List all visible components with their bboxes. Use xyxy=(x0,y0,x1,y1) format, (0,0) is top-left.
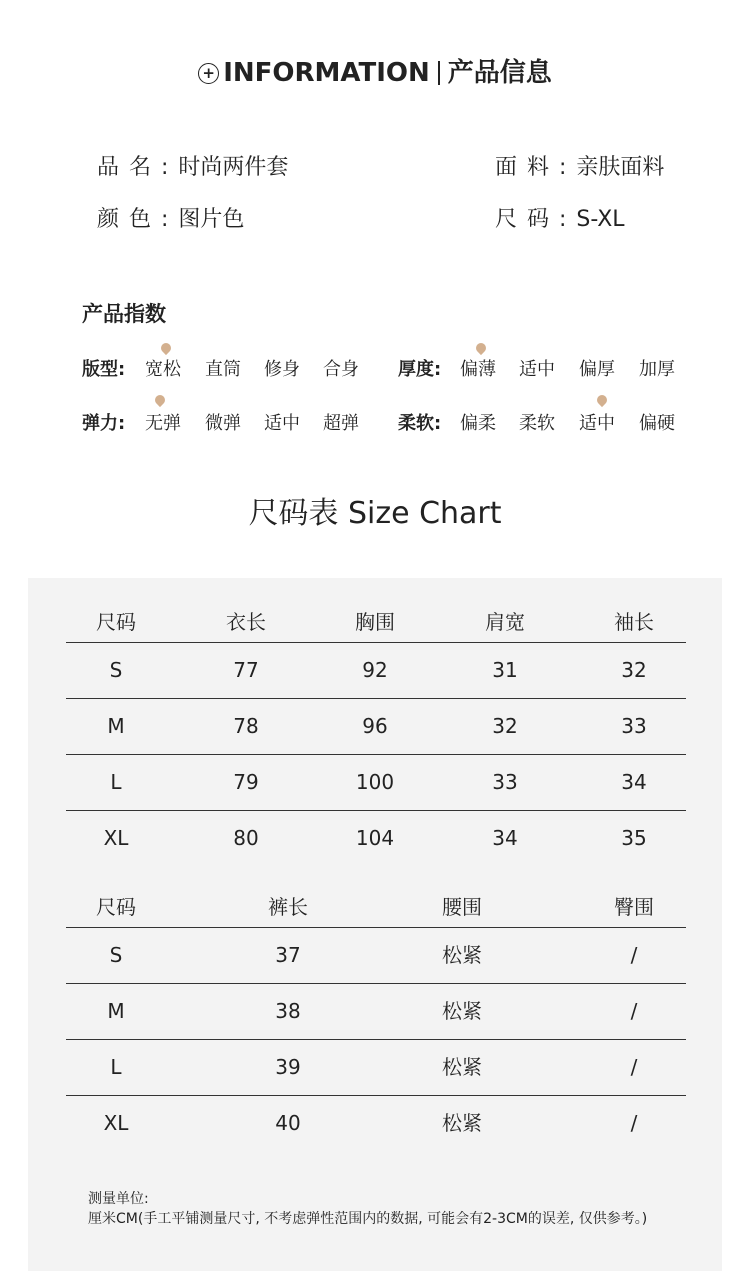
table-row xyxy=(66,699,686,755)
header-divider xyxy=(438,61,440,85)
table-header-cell: 肩宽 xyxy=(485,610,525,634)
index-option: 偏柔 xyxy=(460,413,496,434)
table-cell: 104 xyxy=(355,826,395,850)
plus-circle-icon: + xyxy=(198,63,219,84)
index-elasticity-label: 弹力: xyxy=(82,413,126,434)
table-cell: 31 xyxy=(492,658,518,682)
info-size-label: 尺码: xyxy=(495,207,577,232)
info-fabric-label: 面料: xyxy=(495,155,577,180)
table-header-cell: 臀围 xyxy=(614,895,654,919)
table-cell: 34 xyxy=(492,826,518,850)
index-option: 适中 xyxy=(579,413,615,434)
info-fabric-value: 亲肤面料 xyxy=(576,155,665,180)
table-cell: 79 xyxy=(233,770,259,794)
table-cell: 92 xyxy=(362,658,388,682)
index-option: 宽松 xyxy=(145,359,181,380)
index-option: 超弹 xyxy=(323,413,359,434)
info-name xyxy=(97,150,288,181)
table-cell: 37 xyxy=(275,943,301,967)
info-color xyxy=(97,202,244,233)
index-option: 偏硬 xyxy=(639,413,675,434)
table-cell: 松紧 xyxy=(442,1055,482,1079)
table-cell: / xyxy=(630,1111,638,1135)
table-row xyxy=(66,1096,686,1151)
top-size-table xyxy=(66,578,686,866)
index-softness-label: 柔软: xyxy=(398,413,442,434)
table-cell: 39 xyxy=(275,1055,301,1079)
table-cell: 33 xyxy=(621,714,647,738)
selected-marker-icon xyxy=(159,341,173,355)
index-fit-label: 版型: xyxy=(82,359,126,380)
header-title-cn: 产品信息 xyxy=(447,58,552,88)
table-cell: 35 xyxy=(621,826,647,850)
index-option: 合身 xyxy=(323,359,359,380)
index-option: 柔软 xyxy=(519,413,555,434)
table-cell: XL xyxy=(103,826,129,850)
size-chart-title: 尺码表 Size Chart xyxy=(248,496,502,531)
index-option: 偏厚 xyxy=(579,359,615,380)
table-cell: 34 xyxy=(621,770,647,794)
table-row xyxy=(66,755,686,811)
table-cell: S xyxy=(109,943,123,967)
info-fabric xyxy=(495,150,664,181)
table-cell: L xyxy=(110,770,122,794)
note-unit-title: 测量单位: xyxy=(88,1191,149,1207)
bottom-size-table xyxy=(66,863,686,1151)
table-header-cell: 裤长 xyxy=(268,895,308,919)
index-option: 微弹 xyxy=(205,413,241,434)
table-cell: / xyxy=(630,999,638,1023)
info-size-value: S-XL xyxy=(576,207,625,232)
index-option: 适中 xyxy=(264,413,300,434)
index-option: 加厚 xyxy=(639,359,675,380)
index-option: 直筒 xyxy=(205,359,241,380)
table-cell: 80 xyxy=(233,826,259,850)
table-cell: 松紧 xyxy=(442,943,482,967)
selected-marker-icon xyxy=(153,393,167,407)
index-option: 无弹 xyxy=(145,413,181,434)
table-row xyxy=(66,643,686,699)
info-color-value: 图片色 xyxy=(178,207,245,232)
table-cell: 32 xyxy=(621,658,647,682)
info-name-label: 品名: xyxy=(97,155,179,180)
info-color-label: 颜色: xyxy=(97,207,179,232)
table-header-cell: 胸围 xyxy=(355,610,395,634)
table-cell: S xyxy=(109,658,123,682)
info-size xyxy=(495,202,625,233)
table-cell: / xyxy=(630,943,638,967)
table-row xyxy=(66,984,686,1040)
index-option: 修身 xyxy=(264,359,300,380)
table-header-cell: 腰围 xyxy=(442,895,482,919)
table-cell: 32 xyxy=(492,714,518,738)
table-row xyxy=(66,811,686,866)
index-thickness-label: 厚度: xyxy=(398,359,442,380)
table-cell: 78 xyxy=(233,714,259,738)
page-header xyxy=(0,52,750,89)
table-header-cell: 尺码 xyxy=(96,895,136,919)
table-row xyxy=(66,1040,686,1096)
size-chart-panel xyxy=(28,578,722,1271)
selected-marker-icon xyxy=(595,393,609,407)
table-header-cell: 袖长 xyxy=(614,610,654,634)
table-header-cell: 尺码 xyxy=(96,610,136,634)
table-cell: 38 xyxy=(275,999,301,1023)
table-cell: 100 xyxy=(355,770,395,794)
selected-marker-icon xyxy=(474,341,488,355)
table-row xyxy=(66,928,686,984)
table-header-row xyxy=(66,578,686,643)
table-header-row xyxy=(66,863,686,928)
table-cell: / xyxy=(630,1055,638,1079)
note-disclaimer: 厘米CM(手工平铺测量尺寸, 不考虑弹性范围内的数据, 可能会有2-3CM的误差, 仅供参考。) xyxy=(88,1211,648,1227)
measurement-note xyxy=(88,1189,647,1229)
table-cell: XL xyxy=(103,1111,129,1135)
table-cell: 松紧 xyxy=(442,999,482,1023)
table-cell: M xyxy=(107,999,125,1023)
table-cell: 96 xyxy=(362,714,388,738)
info-name-value: 时尚两件套 xyxy=(178,155,289,180)
table-cell: 松紧 xyxy=(442,1111,482,1135)
table-cell: L xyxy=(110,1055,122,1079)
table-header-cell: 衣长 xyxy=(226,610,266,634)
index-title: 产品指数 xyxy=(82,302,166,326)
table-cell: 77 xyxy=(233,658,259,682)
index-option: 偏薄 xyxy=(460,359,496,380)
table-cell: 40 xyxy=(275,1111,301,1135)
table-cell: M xyxy=(107,714,125,738)
header-title-en: INFORMATION xyxy=(223,58,430,88)
index-option: 适中 xyxy=(519,359,555,380)
table-cell: 33 xyxy=(492,770,518,794)
